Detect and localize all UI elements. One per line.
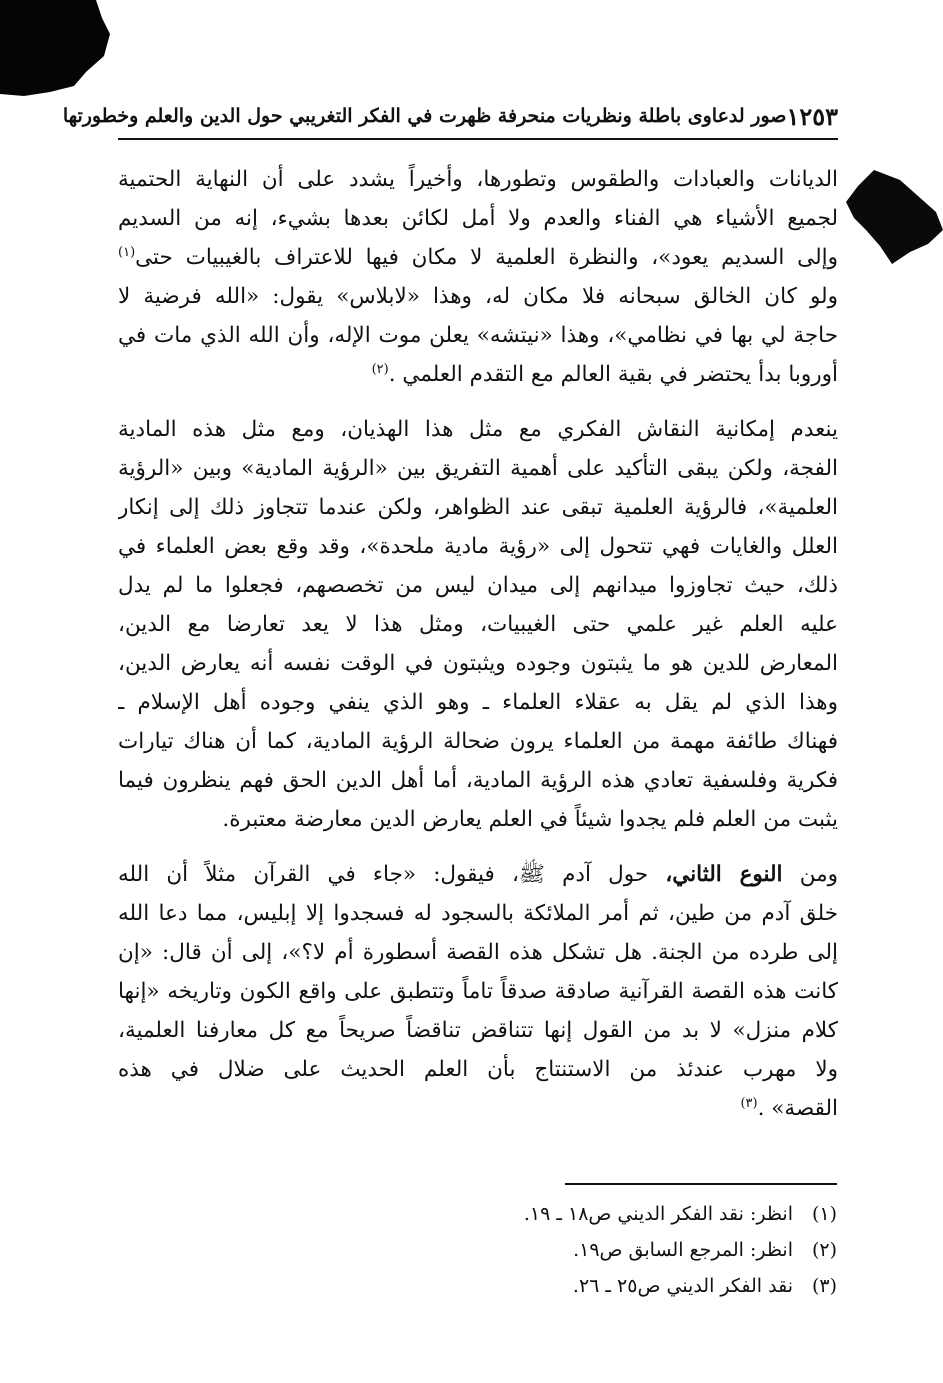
footnotes (400, 1196, 837, 1304)
footnote-separator (565, 1183, 837, 1185)
footnote-number: (١) (811, 1203, 837, 1225)
text-line: خلق آدم من طين، ثم أمر الملائكة بالسجود له فسجدوا إلا إبليس، مما دعا الله (118, 901, 838, 926)
footnote-item (400, 1268, 837, 1304)
text-line: العلمية»، فالرؤية العلمية تبقى عند الظواهر، ولكن عندما تتجاوز ذلك إلى إنكار (118, 495, 838, 520)
text-line: عليه العلم غير علمي حتى الغيبيات، ومثل هذا لا يعد تعارضا مع الدين، (118, 612, 838, 637)
running-header (62, 96, 838, 136)
text-line: فهناك طائفة مهمة من العلماء يرون ضحالة الرؤية المادية، كما أن هناك تيارات (118, 729, 838, 754)
text-line: القصة» .$^{(٣)}$ (740, 1095, 838, 1121)
text-line: وإلى السديم يعود»، والنظرة العلمية لا مكان فيها للاعتراف بالغيبيات حتى$^{(١)}$ (118, 244, 838, 270)
footnote-text: انظر: المرجع السابق ص١٩. (573, 1239, 793, 1261)
footnote-number: (٣) (811, 1275, 837, 1297)
footnote-text: انظر: نقد الفكر الديني ص١٨ ـ ١٩. (523, 1203, 793, 1225)
text-line: كانت هذه القصة القرآنية صادقة صدقاً تاماً وتتطبق على واقع الكون وتاريخه «إنها (118, 979, 838, 1004)
paragraph-3 (118, 855, 838, 1128)
text-line: المعارض للدين هو ما يثبتون وجوده ويثبتون في الوقت نفسه أنه يعارض الدين، (118, 651, 838, 676)
footnote-item (400, 1196, 837, 1232)
footnote-ref: (٢) (371, 361, 389, 377)
text-line: أوروبا بدأ يحتضر في بقية العالم مع التقدم العلمي .$^{(٢)}$ (371, 361, 838, 387)
footnote-ref: (١) (118, 244, 136, 260)
footnote-item (400, 1232, 837, 1268)
text-line: كلام منزل» لا بد من القول إنها تتناقض تناقضاً صريحاً مع كل معارفنا العلمية، (118, 1018, 838, 1043)
footnote-ref: (٣) (740, 1095, 758, 1111)
text-line: ولا مهرب عندئذ من الاستنتاج بأن العلم الحديث على ضلال في هذه (118, 1057, 838, 1082)
scan-blot-right-margin (840, 160, 943, 274)
footnote-number: (٢) (811, 1239, 837, 1261)
text-line: لجميع الأشياء هي الفناء والعدم ولا أمل لكائن بعدها بشيء، إنه من السديم (118, 206, 838, 231)
text-line: ينعدم إمكانية النقاش الفكري مع مثل هذا الهذيان، ومع مثل هذه المادية (118, 417, 838, 442)
paragraph-2 (118, 410, 838, 839)
paragraph-1 (118, 160, 838, 394)
text-line: فكرية وفلسفية تعادي هذه الرؤية المادية، أما أهل الدين الحق فهم ينظرون فيما (118, 768, 838, 793)
text-line: إلى طرده من الجنة. هل تشكل هذه القصة أسطورة أم لا؟»، إلى أن قال: «إن (118, 940, 838, 965)
footnote-text: نقد الفكر الديني ص٢٥ ـ ٢٦. (572, 1275, 793, 1297)
running-title: صور لدعاوى باطلة ونظريات منحرفة ظهرت في الفكر التغريبي حول الدين والعلم وخطورتها (62, 105, 787, 127)
text-line: ولو كان الخالق سبحانه فلا مكان له، وهذا «لابلاس» يقول: «الله فرضية لا (118, 284, 838, 309)
section-term: النوع الثاني، (665, 862, 783, 887)
text-line: العلل والغايات فهي تتحول إلى «رؤية مادية ملحدة»، وقد وقع بعض العلماء في (118, 534, 838, 559)
text-line: الديانات والعبادات والطقوس وتطورها، وأخيراً يشدد على أن النهاية الحتمية (118, 167, 838, 192)
text-line: وهذا الذي لم يقل به عقلاء العلماء ـ وهو الذي ينفي وجوده أهل الإسلام ـ (118, 690, 838, 715)
header-rule (118, 138, 838, 140)
text-line: حاجة لي بها في نظامي»، وهذا «نيتشه» يعلن موت الإله، وأن الله الذي مات في (118, 323, 838, 348)
text-line: يثبت من العلم فلم يجدوا شيئاً في العلم يعارض الدين معارضة معتبرة. (222, 807, 838, 832)
page-number: ١٢٥٣ (786, 101, 838, 131)
text-line: ومن النوع الثاني، حول آدم ﷺ، فيقول: «جاء في القرآن مثلاً أن الله (118, 862, 838, 887)
text-line: الفجة، ولكن يبقى التأكيد على أهمية التفريق بين «الرؤية المادية» وبين «الرؤية (118, 456, 838, 481)
body-text (118, 160, 838, 1144)
text-line: ذلك، حيث تجاوزوا ميدانهم إلى ميدان ليس من تخصصهم، فجعلوا ما لم يدل (118, 573, 838, 598)
